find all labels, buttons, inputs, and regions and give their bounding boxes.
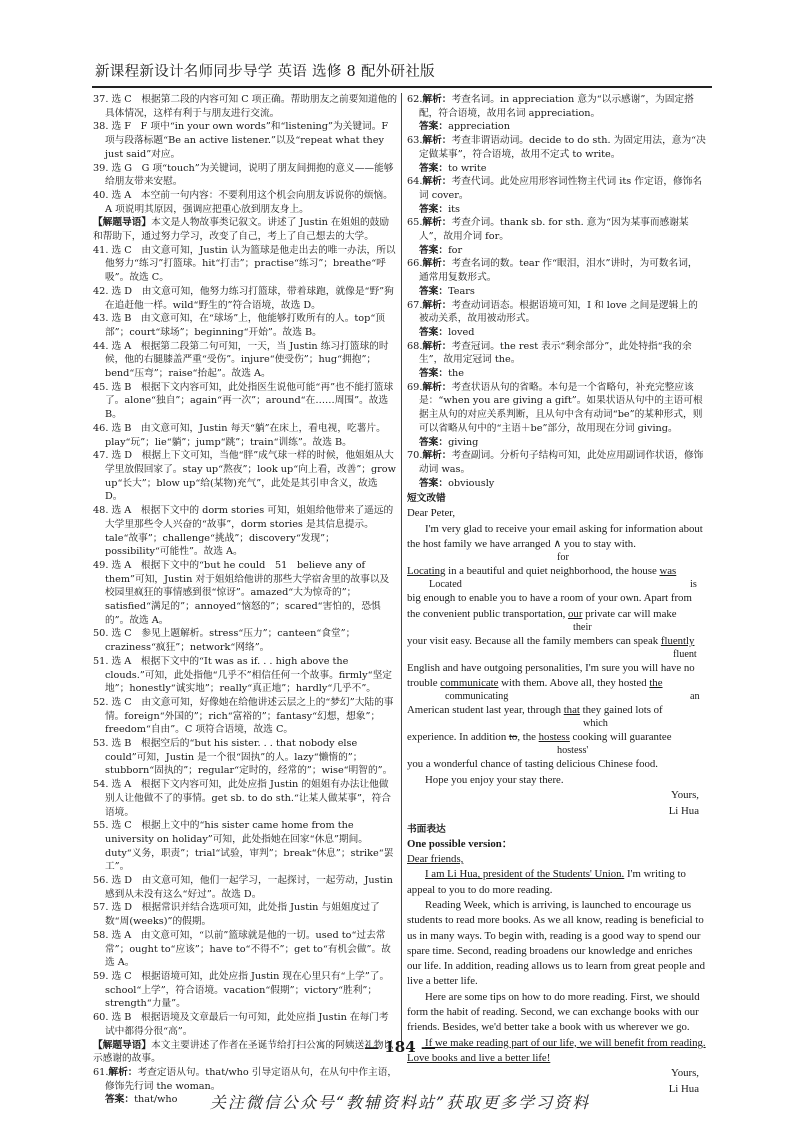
letter-line: English and have outgoing personalities, I'm sure you will have no	[407, 661, 695, 674]
letter-signature: Li Hua	[668, 804, 699, 817]
answer-item	[407, 216, 707, 243]
answer-value: the	[448, 368, 464, 380]
answer-line	[407, 436, 707, 450]
error-word: the	[649, 677, 663, 690]
analysis-label: 解析：	[422, 450, 452, 462]
text: your visit easy. Because all the family members can speak	[407, 634, 661, 647]
analysis-label: 解析：	[422, 135, 452, 147]
correction-fix: fluent	[673, 648, 697, 660]
letter-line	[407, 607, 707, 634]
answer-item	[407, 175, 707, 202]
letter-line	[407, 730, 707, 757]
answer-value: appreciation	[448, 121, 510, 133]
letter-line	[407, 703, 707, 730]
letter-greeting: Dear Peter,	[407, 507, 456, 520]
answer-label: 答案：	[419, 477, 449, 489]
answer-item: 50. 选 C 参见上题解析。stress“压力”；canteen“食堂”；craziness“疯狂”；network“网络”。	[93, 628, 356, 654]
guide-text: 本文是人物故事类记叙文。讲述了 Justin 在姐姐的鼓励和帮助下，通过努力学习，改变了自己，考上了自己想去的大学。	[93, 217, 390, 243]
item-number: 67.	[407, 299, 423, 311]
text: with them. Above all, they hosted	[498, 677, 650, 690]
error-word: communicate	[440, 677, 499, 690]
answer-line	[407, 244, 707, 258]
correction-fix: Located	[429, 579, 462, 591]
column-divider	[401, 93, 402, 1048]
item-number: 63.	[407, 135, 423, 147]
page-header: 新课程新设计名师同步导学 英语 选修 8 配外研社版	[95, 64, 435, 80]
answer-item	[407, 134, 707, 161]
text: cooking will guarantee	[569, 731, 672, 744]
correction-fix: communicating	[445, 691, 509, 703]
error-word: was	[659, 565, 677, 578]
item-text: 考查定语从句。that/who 引导定语从句，在从句中作主语，修饰先行词 the woman。	[105, 1066, 398, 1092]
item-number: 69.	[407, 381, 423, 393]
answer-label: 答案：	[419, 285, 449, 297]
answer-label: 答案：	[419, 326, 449, 338]
error-word: fluently	[660, 634, 695, 647]
letter-line: Hope you enjoy your stay there.	[425, 773, 564, 786]
essay-closing: Yours,	[670, 1067, 699, 1080]
letter-line	[407, 537, 707, 564]
essay-paragraph: Here are some tips on how to do more reading. First, we should form the habit of reading. Second, we can exchange books with our friends. Besides, we'd better take a book with us wherever we go.	[407, 990, 700, 1034]
left-column	[93, 93, 398, 1107]
text: trouble	[407, 677, 441, 690]
answer-item	[407, 449, 707, 476]
analysis-label: 解析：	[422, 299, 452, 311]
text: the convenient public transportation,	[407, 607, 569, 620]
caret-mark: ∧	[553, 538, 562, 551]
text: I'm writing to appeal to you to do more reading.	[407, 868, 686, 896]
essay-signature: Li Hua	[668, 1082, 699, 1095]
answer-item: 52. 选 C 由文意可知，好像她在给他讲述云层之上的“梦幻”大陆的事情。foreign“外国的”；rich“富裕的”；fantasy“幻想，想象”；freedom“自由”。C 项符合语境，故选 C。	[93, 696, 394, 736]
essay-paragraph	[407, 867, 707, 898]
essay-body	[407, 837, 707, 1097]
analysis-label: 解析：	[422, 340, 452, 352]
letter-line	[407, 564, 707, 591]
item-text: 考查冠词。the rest 表示“剩余部分”，此处特指“我的余生”，故用定冠词 the。	[419, 340, 692, 366]
answer-item: 48. 选 A 根据下文中的 dorm stories 可知，姐姐给他带来了遥远的大学里那些令人兴奋的“故事”，dorm stories 是其信息提示。tale“故事”；challenge“挑战”；discovery“发现”；possibility“可能性”。故选 A。	[93, 505, 394, 558]
answer-item	[407, 340, 707, 367]
answer-item: 45. 选 B 根据下文内容可知，此处指医生说他可能“再”也不能打篮球了。alone“独自”；again“再一次”；around“在……周围”。故选 B。	[93, 381, 394, 421]
answer-item: 49. 选 A 根据下文中的“but he could 51 believe any of them”可知，Justin 对于姐姐给他讲的那些大学宿舍里的故事以及校园里疯狂的事情感到很“惊讶”。amazed“大为惊奇的”；satisfied“满足的”；annoyed“恼怒的”；scared“害怕的，恐惧的”。故选 A。	[93, 559, 390, 626]
letter-line: I'm very glad to receive your email asking for information about	[425, 522, 703, 535]
answer-item	[407, 93, 707, 120]
answer-value: giving	[448, 436, 479, 448]
answer-item: 55. 选 C 根据上文中的“his sister came home from the university on holiday”可知，此处指她在回家“休息”期间。duty“义务，职责”；trial“试验，审判”；break“休息”；strike“罢工”。	[93, 820, 394, 873]
answer-line	[407, 477, 707, 491]
answer-label: 答案：	[105, 1094, 135, 1106]
answer-item: 41. 选 C 由文意可知，Justin 认为篮球是他走出去的唯一办法，所以他努力“练习”打篮球。hit“打击”；practise“练习”；breathe“呼吸”。故选 C。	[93, 244, 396, 284]
answer-value: its	[448, 203, 461, 215]
correction-letter	[407, 506, 707, 819]
essay-topic-sentence: I am Li Hua, president of the Students' Union.	[425, 868, 625, 881]
letter-line: you a wonderful chance of tasting delicious Chinese food.	[407, 758, 658, 771]
item-text: 考查非谓语动词。decide to do sth. 为固定用法，意为“决定做某事”，符合语境，故用不定式 to write。	[419, 135, 706, 160]
correction-fix: their	[573, 621, 592, 633]
answer-item: 57. 选 D 根据常识并结合选项可知，此处指 Justin 与姐姐度过了数“周(weeks)”的假期。	[93, 902, 380, 928]
error-word: our	[568, 607, 583, 620]
error-word: that	[563, 704, 580, 717]
correction-fix: is	[690, 579, 697, 591]
answer-item	[407, 299, 707, 326]
right-column	[407, 93, 707, 1097]
item-number: 66.	[407, 258, 423, 270]
guide-text: 本文主要讲述了作者在圣诞节给打扫公寓的阿姨送礼物以示感谢的故事。	[93, 1039, 394, 1065]
letter-line	[407, 634, 707, 661]
analysis-label: 解析：	[422, 94, 452, 105]
answer-line	[407, 285, 707, 299]
correction-fix: which	[583, 718, 608, 730]
right-answer-list	[407, 93, 707, 490]
answer-item: 37. 选 C 根据第二段的内容可知 C 项正确。帮助朋友之前要知道他的具体情况，这样有利于与朋友进行交流。	[93, 94, 398, 119]
error-word: Locating	[407, 565, 446, 578]
deleted-word: to	[508, 731, 518, 744]
answer-value: for	[448, 244, 463, 256]
answer-item: 59. 选 C 根据语境可知，此处应指 Justin 现在心里只有“上学”了。school“上学”，符合语境。vacation“假期”；victory“胜利”；strength“力量”。	[93, 971, 390, 1010]
letter-closing: Yours,	[670, 789, 699, 802]
answer-item	[407, 381, 707, 436]
text: the host family we have arranged	[407, 538, 554, 551]
answer-line	[407, 203, 707, 217]
essay-paragraph: If we make reading part of our life, we will benefit from reading. Love books and live a better life!	[407, 1036, 706, 1064]
answer-line	[407, 162, 707, 176]
letter-line	[407, 676, 707, 703]
correction-fix: hostess'	[557, 745, 589, 757]
analysis-label: 解析：	[108, 1066, 138, 1078]
item-text: 考查介词。thank sb. for sth. 意为“因为某事而感谢某人”，故用介词 for。	[419, 217, 689, 243]
text: you to stay with.	[561, 538, 636, 551]
answer-line	[407, 120, 707, 134]
header-rule	[92, 86, 712, 88]
letter-line: big enough to enable you to have a room of your own. Apart from	[407, 592, 692, 605]
essay-title: 书面表达	[407, 824, 446, 836]
analysis-label: 解析：	[422, 176, 452, 188]
text: in a beautiful and quiet neighborhood, the house	[445, 565, 660, 578]
text: American student last year, through	[407, 704, 564, 717]
text: they gained lots of	[579, 704, 663, 717]
answer-label: 答案：	[419, 203, 449, 215]
essay-greeting: Dear friends,	[407, 853, 464, 866]
answer-item: 54. 选 A 根据下文内容可知，此处应指 Justin 的姐姐有办法让他做别人让他做不了的事情。get sb. to do sth.“让某人做某事”，符合语境。	[93, 779, 391, 818]
correction-title: 短文改错	[407, 493, 446, 505]
answer-value: Tears	[448, 285, 475, 297]
answer-label: 答案：	[419, 436, 449, 448]
answer-label: 答案：	[419, 368, 449, 380]
answer-line	[407, 326, 707, 340]
footer-watermark: 关注微信公众号“教辅资料站”获取更多学习资料	[209, 1093, 591, 1112]
guide-tag: 【解题导语】	[93, 217, 152, 229]
answer-item: 51. 选 A 根据下文中的“It was as if. . . high above the clouds.”可知，此处指他“几乎不”相信任何一个故事。firmly“坚定地”；honestly“诚实地”；really“真正地”；hardly“几乎不”。	[93, 655, 392, 695]
error-word: hostess	[538, 731, 570, 744]
item-text: 考查动词语态。根据语境可知，I 和 love 之间是逻辑上的被动关系，故用被动形式。	[419, 299, 698, 325]
answer-value: loved	[448, 326, 475, 338]
correction-fix: an	[690, 691, 700, 703]
answer-item: 40. 选 A 本空前一句内容：不要利用这个机会向朋友诉说你的烦恼。A 项说明其原因，强调应把重心放到朋友身上。	[93, 189, 393, 215]
essay-subtitle: One possible version：	[407, 837, 513, 850]
answer-item: 53. 选 B 根据空后的“but his sister. . . that nobody else could”可知，Justin 是一个很“固执”的人。lazy“懒惰的”；stubborn“固执的”；regular“定时的，经常的”；wise“明智的”。	[93, 738, 393, 777]
item-text: 考查代词。此处应用形容词性物主代词 its 作定语，修饰名词 cover。	[419, 176, 703, 201]
page-number: — 184 —	[364, 1038, 436, 1056]
answer-label: 答案：	[419, 244, 449, 256]
item-number: 70.	[407, 450, 423, 462]
analysis-label: 解析：	[422, 217, 452, 229]
guide-tag: 【解题导语】	[93, 1039, 152, 1051]
answer-item: 46. 选 B 由文意可知，Justin 每天“躺”在床上，看电视，吃薯片。play“玩”；lie“躺”；jump“跳”；train“训练”。故选 B。	[93, 422, 386, 448]
answer-item: 43. 选 B 由文意可知，在“球场”上，他能够打败所有的人。top“顶部”；court“球场”；beginning“开始”。故选 B。	[93, 313, 385, 338]
text: , the	[517, 731, 539, 744]
item-number: 61.	[93, 1066, 109, 1078]
item-text: 考查名词的数。tear 作“眼泪，泪水”讲时，为可数名词，通常用复数形式。	[419, 258, 698, 284]
answer-value: to write	[448, 162, 487, 174]
answer-item: 42. 选 D 由文意可知，他努力练习打篮球，带着球跑，就像是“野”狗在追赶他一样。wild“野生的”符合语境，故选 D。	[93, 285, 394, 311]
answer-value: that/who	[134, 1094, 178, 1106]
analysis-label: 解析：	[422, 258, 452, 270]
answer-label: 答案：	[419, 121, 449, 133]
item-number: 65.	[407, 217, 423, 229]
answer-value: obviously	[448, 477, 495, 489]
text: private car will make	[582, 607, 677, 620]
item-text: 考查名词。in appreciation 意为“以示感谢”，为固定搭配，符合语境，故用名词 appreciation。	[419, 94, 694, 119]
answer-item: 39. 选 G G 项“touch”为关键词，说明了朋友间拥抱的意义——能够给朋友带来安慰。	[93, 162, 394, 188]
item-number: 64.	[407, 176, 423, 188]
essay-paragraph: Reading Week, which is arriving, is launched to encourage us students to read more books. As we all know, reading is beneficial to us in many ways. To begin with, reading is a good way to spend our spare time. Second, reading broadens our knowledge and enriches our life. In addition, reading allows us to learn from great people and live a better life.	[407, 898, 706, 988]
answer-item	[407, 257, 707, 284]
answer-item: 60. 选 B 根据语境及文章最后一句可知，此处应指 Justin 在每门考试中都得分很“高”。	[93, 1012, 389, 1037]
item-number: 68.	[407, 340, 423, 352]
item-text: 考查副词。分析句子结构可知，此处应用副词作状语，修饰动词 was。	[419, 450, 704, 475]
answer-label: 答案：	[419, 162, 449, 174]
text: experience. In addition	[407, 731, 509, 744]
answer-item: 47. 选 D 根据上下文可知，当他“胖”成气球一样的时候，他姐姐从大学里放假回家了。stay up“熬夜”；look up“向上看，改善”；grow up“长大”；blow up“给(某物)充气”，此处是其引申含义，故选 D。	[93, 450, 396, 503]
answer-item: 58. 选 A 由文意可知，“以前”篮球就是他的一切。used to“过去常常”；ought to“应该”；have to“不得不”；get to“有机会做”。故选 A。	[93, 929, 391, 969]
correction-fix: for	[557, 552, 569, 564]
guide-note	[93, 216, 398, 243]
answer-item: 44. 选 A 根据第二段第二句可知，一天，当 Justin 练习打篮球的时候，他的右腿膝盖严重“受伤”。injure“使受伤”；hug“拥抱”；bend“压弯”；raise“抬起”。故选 A。	[93, 340, 389, 380]
analysis-label: 解析：	[422, 381, 452, 393]
item-text: 考查状语从句的省略。本句是一个省略句，补充完整应该是：“when you are giving a gift”。如果状语从句中的主语可根据主从句的对应关系判断，且从句中含有动词“be”的某种形式，则可以省略从句中的“主语＋be”部分，故用现在分词 giving。	[419, 381, 703, 434]
answer-item: 38. 选 F F 项中“in your own words”和“listening”为关键词。F 项与段落标题“Be an active listener.”以及“repeat what they just said”对应。	[93, 121, 389, 160]
item-number: 62.	[407, 94, 423, 105]
answer-line	[407, 367, 707, 381]
answer-item: 56. 选 D 由文意可知，他们一起学习，一起探讨，一起劳动，Justin 感到从未没有这么“好过”。故选 D。	[93, 875, 393, 900]
